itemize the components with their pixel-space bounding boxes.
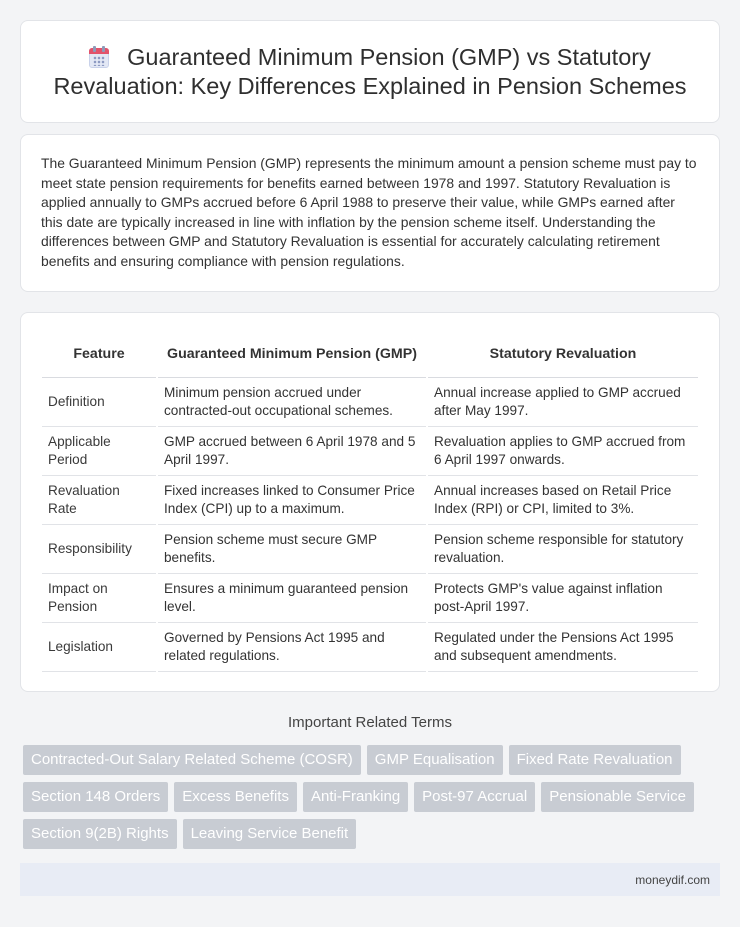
row-gmp: Minimum pension accrued under contracted-out occupational schemes. <box>157 377 427 426</box>
row-feature: Definition <box>42 377 157 426</box>
page-title <box>51 43 689 101</box>
comparison-table <box>42 333 698 672</box>
row-statutory: Revaluation applies to GMP accrued from 6 April 1997 onwards. <box>427 426 698 475</box>
row-feature: Impact on Pension <box>42 573 157 622</box>
row-feature: Legislation <box>42 622 157 671</box>
row-gmp: Pension scheme must secure GMP benefits. <box>157 524 427 573</box>
row-gmp: Fixed increases linked to Consumer Price Index (CPI) up to a maximum. <box>157 475 427 524</box>
row-gmp: Ensures a minimum guaranteed pension level. <box>157 573 427 622</box>
page-title-text: Guaranteed Minimum Pension (GMP) vs Statutory Revaluation: Key Differences Explained in Pension Schemes <box>53 43 687 99</box>
row-feature: Responsibility <box>42 524 157 573</box>
table-row <box>42 426 698 475</box>
related-term-tag[interactable]: Section 9(2B) Rights <box>23 819 177 849</box>
related-term-tag[interactable]: Leaving Service Benefit <box>183 819 357 849</box>
table-row <box>42 622 698 671</box>
related-term-tag[interactable]: Section 148 Orders <box>23 782 168 812</box>
row-gmp: Governed by Pensions Act 1995 and related regulations. <box>157 622 427 671</box>
row-statutory: Regulated under the Pensions Act 1995 and subsequent amendments. <box>427 622 698 671</box>
related-term-tag[interactable]: Post-97 Accrual <box>414 782 535 812</box>
table-row <box>42 377 698 426</box>
row-statutory: Annual increase applied to GMP accrued after May 1997. <box>427 377 698 426</box>
related-term-tag[interactable]: Anti-Franking <box>303 782 408 812</box>
related-term-tag[interactable]: GMP Equalisation <box>367 745 503 775</box>
header-statutory-revaluation: Statutory Revaluation <box>427 333 698 377</box>
footer <box>20 863 720 896</box>
related-terms-title: Important Related Terms <box>288 714 452 731</box>
title-card <box>20 20 720 123</box>
table-row <box>42 573 698 622</box>
row-statutory: Pension scheme responsible for statutory revaluation. <box>427 524 698 573</box>
calendar-icon <box>89 46 109 68</box>
footer-site-name[interactable]: moneydif.com <box>635 872 710 887</box>
row-feature: Applicable Period <box>42 426 157 475</box>
table-row <box>42 524 698 573</box>
row-feature: Revaluation Rate <box>42 475 157 524</box>
related-terms-section <box>20 712 720 849</box>
table-row <box>42 475 698 524</box>
comparison-table-card <box>20 312 720 692</box>
related-term-tag[interactable]: Pensionable Service <box>541 782 694 812</box>
row-statutory: Protects GMP's value against inflation post-April 1997. <box>427 573 698 622</box>
intro-card <box>20 134 720 292</box>
related-term-tag[interactable]: Fixed Rate Revaluation <box>509 745 681 775</box>
related-terms-list <box>20 745 720 849</box>
row-statutory: Annual increases based on Retail Price Index (RPI) or CPI, limited to 3%. <box>427 475 698 524</box>
related-term-tag[interactable]: Contracted-Out Salary Related Scheme (COSR) <box>23 745 361 775</box>
header-gmp: Guaranteed Minimum Pension (GMP) <box>157 333 427 377</box>
header-feature: Feature <box>42 333 157 377</box>
row-gmp: GMP accrued between 6 April 1978 and 5 April 1997. <box>157 426 427 475</box>
related-term-tag[interactable]: Excess Benefits <box>174 782 297 812</box>
table-header-row <box>42 333 698 377</box>
intro-paragraph: The Guaranteed Minimum Pension (GMP) represents the minimum amount a pension scheme must pay to meet state pension requirements for benefits earned between 1978 and 1997. Statutory Revaluation is applied annually to GMPs accrued before 6 April 1988 to preserve their value, while GMPs earned after this date are typically increased in line with inflation by the pension scheme itself. Understanding the differences between GMP and Statutory Revaluation is essential for accurately calculating retirement benefits and ensuring compliance with pension regulations. <box>41 155 697 269</box>
